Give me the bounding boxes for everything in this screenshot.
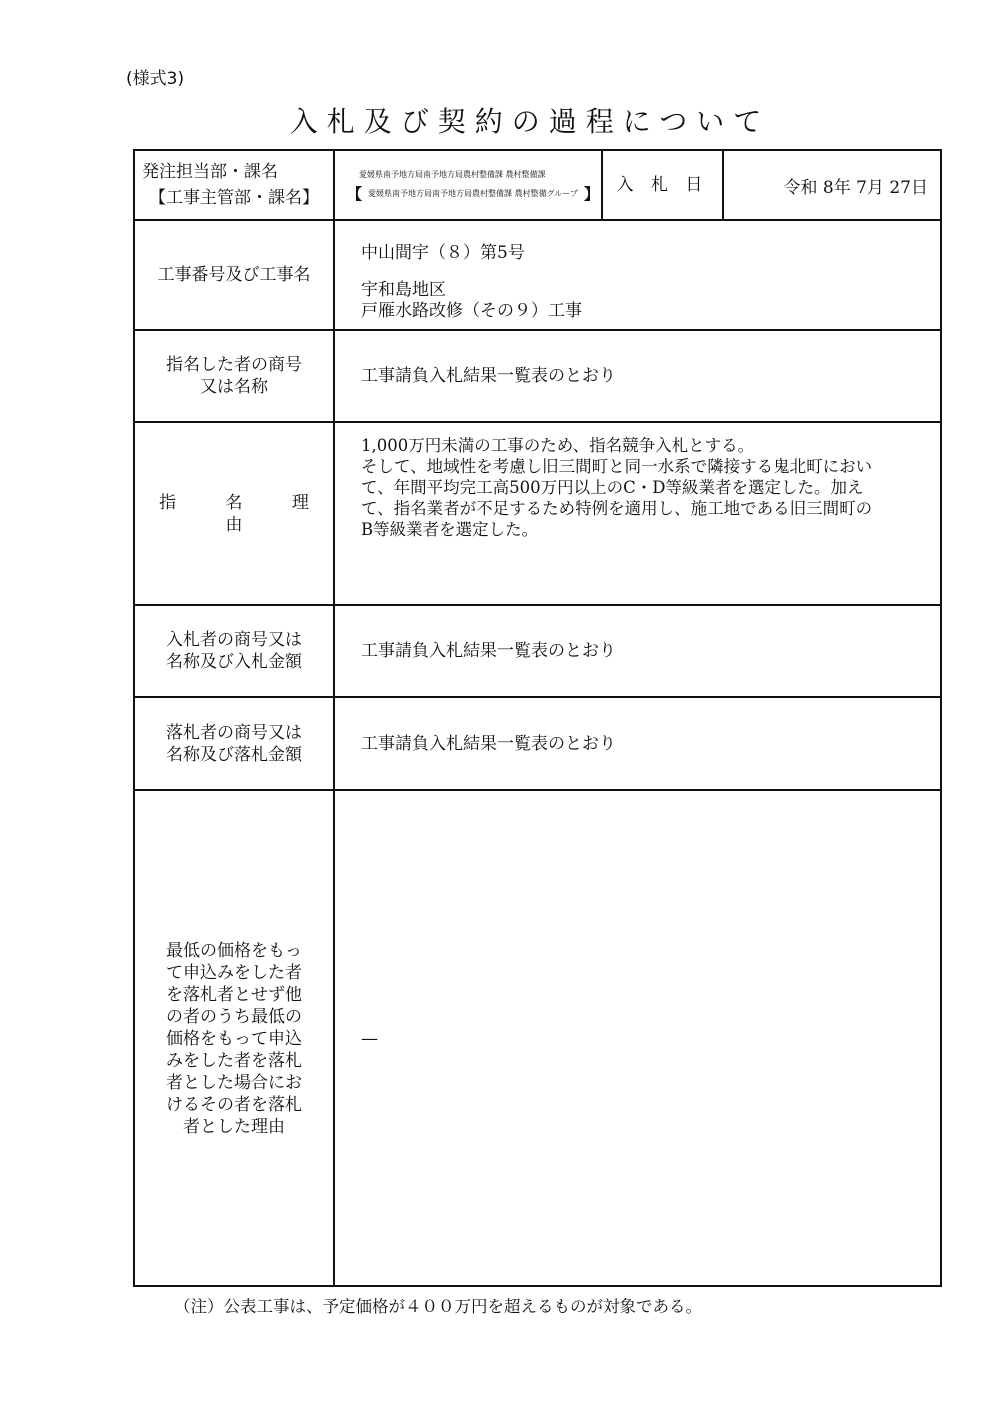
exception-label: 最低の価格をもっ て申込みをした者 を落札者とせず他 の者のうち最低の 価格をもって申込 みをした者を落札 者とした場合にお けるその者を落札 者とした理由 [166, 941, 302, 1137]
process-table [133, 149, 942, 1287]
work-value [335, 221, 942, 329]
form-number: (様式3) [126, 69, 185, 89]
dept-value-cell [335, 151, 601, 219]
winner-value: 工事請負入札結果一覧表のとおり [361, 733, 616, 754]
winner-label: 落札者の商号又は 名称及び落札金額 [166, 722, 302, 765]
work-number: 中山間宇（８）第5号 [361, 243, 525, 263]
dept-label-line1: 発注担当部・課名 [142, 162, 278, 182]
nominees-label: 指名した者の商号 又は名称 [166, 355, 302, 397]
reason-label: 指 名 理 由 [159, 492, 331, 535]
bid-date-value: 令和 8年 7月 27日 [783, 177, 928, 198]
reason-value [335, 423, 942, 604]
footnote: （注）公表工事は、予定価格が４００万円を超えるものが対象である。 [174, 1297, 702, 1316]
bidders-value: 工事請負入札結果一覧表のとおり [361, 641, 616, 661]
dept-label-line2: 【工事主管部・課名】 [149, 188, 319, 208]
bid-date-label: 入 札 日 [616, 175, 709, 195]
dept-label-cell [135, 151, 333, 219]
work-label: 工事番号及び工事名 [157, 265, 311, 285]
work-name: 戸雁水路改修（その９）工事 [361, 301, 582, 321]
dept-value-line2: 【 愛媛県南予地方局南予地方局農村整備課 農村整備グループ 】 [347, 185, 599, 203]
reason-text: 1,000万円未満の工事のため、指名競争入札とする。 そして、地域性を考慮し旧三間町と同一水系で隣接する鬼北町におい て、年間平均完工高500万円以上のC・D等級業者を選定した。加え て、指名業者が不足するため特例を適用し、施工地である旧三間町の B等級業者を選定した。 [361, 436, 873, 539]
document-title: 入札及び契約の過程について [289, 105, 771, 138]
exception-value: — [361, 1029, 378, 1049]
bidders-label: 入札者の商号又は 名称及び入札金額 [166, 630, 302, 672]
nominees-value: 工事請負入札結果一覧表のとおり [361, 366, 616, 386]
work-area: 宇和島地区 [361, 280, 446, 300]
dept-value-line1: 愛媛県南予地方局南予地方局農村整備課 農村整備課 [359, 170, 546, 179]
